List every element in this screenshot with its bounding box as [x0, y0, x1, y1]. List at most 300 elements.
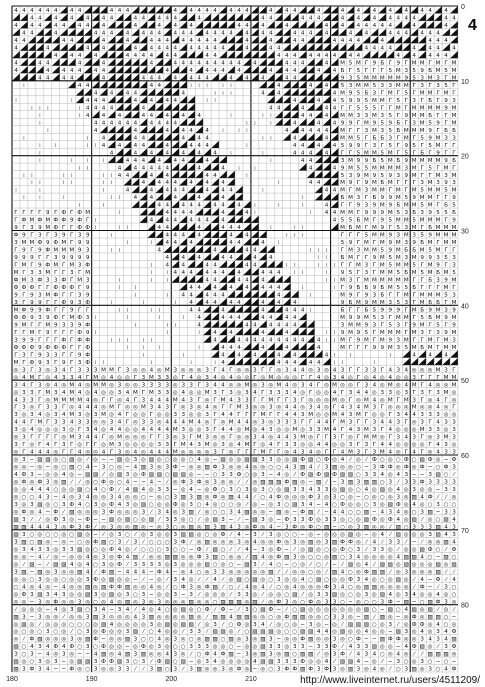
stitch-symbol: M	[356, 262, 361, 269]
stitch-symbol: 3	[205, 367, 209, 374]
stitch-symbol: Г	[420, 142, 424, 149]
stitch-symbol-dark	[251, 298, 259, 305]
stitch-symbol: ◎	[284, 636, 290, 643]
stitch-symbol: ◎	[427, 487, 433, 494]
stitch-symbol: ◎	[45, 599, 51, 606]
stitch-symbol: ◎	[395, 382, 401, 389]
stitch-symbol: Ф	[85, 299, 91, 306]
stitch-symbol: 3	[452, 531, 456, 538]
stitch-symbol: 4	[308, 449, 313, 456]
stitch-symbol: 9	[340, 75, 345, 82]
stitch-symbol: 4	[380, 38, 385, 45]
stitch-symbol: 4	[109, 374, 114, 381]
stitch-symbol-dark	[243, 216, 251, 223]
stitch-symbol: ○	[348, 509, 353, 516]
stitch-symbol-dark	[171, 201, 179, 208]
stitch-symbol: 4	[213, 277, 217, 284]
stitch-symbol: 4	[284, 464, 289, 471]
stitch-symbol: 5	[364, 165, 369, 172]
stitch-symbol: 3	[61, 419, 66, 426]
stitch-symbol: ◎	[13, 636, 19, 643]
stitch-symbol: 9	[372, 255, 377, 262]
stitch-symbol: ▨	[339, 659, 346, 666]
stitch-symbol: ◎	[252, 644, 258, 651]
stitch-symbol: Ф	[53, 292, 59, 299]
stitch-symbol: 4	[189, 38, 193, 45]
stitch-symbol: M	[340, 292, 345, 299]
stitch-symbol: Ф	[427, 546, 433, 553]
stitch-symbol: 4	[404, 15, 409, 22]
stitch-symbol: 4	[133, 464, 138, 471]
stitch-symbol: 4	[85, 464, 90, 471]
stitch-symbol: 4	[308, 30, 313, 37]
stitch-symbol: ▨	[252, 599, 258, 606]
stitch-symbol: 3	[261, 516, 265, 523]
stitch-symbol: 3	[404, 389, 409, 396]
stitch-symbol-dark	[155, 238, 163, 245]
stitch-symbol: ▨	[379, 636, 385, 643]
stitch-symbol: Ф	[101, 569, 107, 576]
stitch-symbol: 4	[316, 337, 321, 344]
stitch-symbol: ⁞	[86, 135, 89, 142]
stitch-symbol: ⁄	[413, 651, 415, 658]
stitch-symbol: 4	[308, 112, 313, 119]
stitch-symbol: M	[443, 232, 449, 239]
stitch-symbol: ◎	[29, 629, 35, 636]
stitch-symbol: 4	[284, 53, 289, 60]
stitch-symbol: ▨	[268, 629, 274, 636]
stitch-symbol: 3	[436, 180, 440, 187]
stitch-symbol: 5	[356, 165, 361, 172]
stitch-symbol-dark	[331, 193, 339, 200]
stitch-symbol: 4	[292, 68, 297, 75]
stitch-symbol: ⁞	[70, 97, 73, 104]
stitch-symbol-dark	[307, 118, 315, 125]
stitch-symbol: ◎	[435, 539, 441, 546]
stitch-symbol: Г	[356, 277, 361, 284]
stitch-symbol: M	[411, 157, 417, 164]
stitch-symbol: 3	[189, 502, 193, 509]
stitch-symbol: ◎	[109, 636, 114, 643]
stitch-symbol: 3	[396, 367, 401, 374]
stitch-symbol: M	[348, 165, 353, 172]
stitch-symbol: M	[403, 82, 409, 89]
stitch-symbol: M	[332, 397, 337, 404]
stitch-symbol: 3	[348, 404, 353, 411]
stitch-symbol: ⁞	[118, 195, 121, 202]
stitch-symbol: Г	[404, 419, 408, 426]
stitch-symbol: ⁞	[78, 202, 81, 209]
stitch-symbol: ◎	[13, 374, 19, 381]
stitch-symbol: 4	[125, 53, 130, 60]
stitch-symbol: M	[348, 157, 353, 164]
stitch-symbol: ○	[69, 621, 75, 628]
stitch-symbol: 3	[46, 404, 50, 411]
stitch-symbol: 4	[348, 38, 353, 45]
stitch-symbol: ◎	[340, 531, 345, 538]
stitch-symbol: 4	[85, 561, 90, 568]
stitch-symbol: ⁞	[293, 232, 296, 239]
stitch-symbol: 4	[109, 15, 114, 22]
stitch-symbol: ◎	[316, 584, 322, 591]
stitch-symbol: ○	[379, 457, 385, 464]
stitch-symbol: 5	[444, 82, 448, 89]
stitch-symbol: 3	[452, 180, 456, 187]
stitch-symbol: ◎	[260, 374, 266, 381]
stitch-symbol: M	[395, 277, 401, 284]
stitch-symbol: ○	[21, 494, 27, 501]
stitch-symbol: Г	[141, 389, 146, 396]
stitch-symbol-dark	[243, 58, 251, 65]
stitch-symbol: M	[451, 105, 457, 112]
stitch-symbol-dark	[108, 73, 116, 80]
stitch-symbol: ◎	[300, 494, 306, 501]
stitch-symbol: 4	[356, 8, 361, 15]
stitch-symbol: 3	[452, 479, 456, 486]
stitch-symbol-dark	[259, 350, 267, 357]
stitch-symbol-dark	[139, 201, 147, 208]
stitch-symbol: 3	[277, 659, 281, 666]
stitch-symbol: M	[101, 367, 107, 374]
stitch-symbol-dark	[211, 21, 219, 28]
stitch-symbol: 5	[396, 270, 401, 277]
stitch-symbol: ○	[188, 516, 194, 523]
stitch-symbol: 4	[332, 53, 337, 60]
stitch-symbol: ▨	[300, 464, 306, 471]
stitch-symbol: ◎	[21, 464, 27, 471]
stitch-symbol: ⁄	[71, 479, 73, 486]
stitch-symbol: 3	[364, 262, 369, 269]
stitch-symbol-dark	[171, 66, 179, 73]
stitch-symbol: Б	[452, 210, 456, 217]
stitch-symbol: ◎	[379, 412, 385, 419]
stitch-symbol: 4	[292, 38, 297, 45]
stitch-symbol: M	[29, 240, 35, 247]
stitch-symbol: 3	[22, 457, 26, 464]
stitch-symbol-dark	[275, 28, 283, 35]
stitch-symbol: Г	[133, 397, 138, 404]
stitch-symbol-dark	[275, 305, 283, 312]
stitch-symbol: 9	[380, 195, 385, 202]
stitch-symbol: ⁄	[182, 666, 184, 673]
stitch-symbol: ⁞	[333, 359, 336, 366]
stitch-symbol: 4	[14, 45, 18, 52]
stitch-symbol: ◎	[45, 516, 51, 523]
stitch-symbol: M	[387, 180, 393, 187]
stitch-symbol-dark	[227, 350, 235, 357]
stitch-symbol: ◎	[21, 487, 27, 494]
stitch-symbol: 3	[30, 389, 34, 396]
stitch-symbol-dark	[187, 13, 195, 20]
stitch-symbol: 9	[412, 322, 416, 329]
stitch-symbol: ◎	[371, 412, 377, 419]
stitch-symbol: ⁄	[95, 569, 97, 576]
stitch-symbol: ◎	[387, 651, 393, 658]
stitch-symbol: −	[61, 666, 67, 673]
stitch-symbol: Г	[117, 367, 122, 374]
stitch-symbol: ◎	[387, 404, 393, 411]
stitch-symbol: M	[13, 270, 19, 277]
stitch-symbol: ◎	[29, 404, 35, 411]
stitch-symbol-dark	[179, 96, 187, 103]
stitch-symbol: ○	[53, 629, 59, 636]
stitch-symbol-dark	[275, 96, 283, 103]
stitch-symbol: 4	[292, 135, 297, 142]
stitch-symbol: ○	[443, 472, 449, 479]
stitch-symbol: ◎	[13, 449, 19, 456]
stitch-symbol: ◎	[53, 614, 59, 621]
stitch-symbol: 4	[221, 292, 225, 299]
stitch-symbol: 3	[452, 524, 456, 531]
stitch-symbol: Г	[253, 374, 257, 381]
stitch-symbol: M	[371, 165, 377, 172]
stitch-symbol: ◎	[419, 666, 425, 673]
stitch-symbol: 3	[189, 404, 193, 411]
stitch-symbol: 4	[165, 187, 170, 194]
stitch-symbol: ◎	[403, 614, 409, 621]
stitch-symbol: ▨	[379, 561, 385, 568]
stitch-symbol: 4	[165, 427, 170, 434]
stitch-symbol: ◎	[61, 636, 67, 643]
stitch-symbol: −	[156, 479, 162, 486]
stitch-symbol: 3	[165, 382, 170, 389]
stitch-symbol-dark	[331, 171, 339, 178]
stitch-symbol: ◎	[204, 516, 210, 523]
stitch-symbol: 4	[300, 15, 305, 22]
stitch-symbol: Ф	[29, 666, 35, 673]
stitch-symbol-dark	[108, 21, 116, 28]
stitch-symbol-dark	[243, 358, 251, 365]
stitch-symbol: ⁞	[54, 142, 57, 149]
stitch-symbol: ◎	[212, 434, 218, 441]
stitch-symbol: ▨	[363, 479, 370, 486]
stitch-symbol: M	[451, 374, 457, 381]
stitch-symbol: 3	[292, 487, 297, 494]
stitch-symbol: ◎	[125, 382, 130, 389]
stitch-symbol: M	[348, 112, 353, 119]
stitch-symbol: M	[348, 135, 353, 142]
stitch-symbol: ◎	[316, 397, 322, 404]
stitch-symbol: 4	[173, 45, 178, 52]
stitch-symbol: ⁄	[198, 509, 200, 516]
stitch-symbol: ⁄	[413, 584, 415, 591]
stitch-symbol: 5	[348, 270, 353, 277]
stitch-symbol: 4	[237, 270, 241, 277]
stitch-symbol: M	[101, 382, 107, 389]
stitch-symbol: 3	[189, 494, 193, 501]
stitch-symbol: 4	[117, 112, 122, 119]
row-label: 10	[461, 78, 469, 86]
stitch-symbol: 4	[30, 23, 34, 30]
stitch-symbol: Г	[396, 150, 400, 157]
row-label: 20	[461, 153, 469, 161]
stitch-symbol-dark	[450, 6, 458, 13]
stitch-symbol: ⁄	[445, 494, 447, 501]
stitch-symbol: 4	[284, 382, 289, 389]
stitch-symbol: ⁄	[262, 591, 264, 598]
stitch-symbol: 3	[277, 644, 281, 651]
stitch-symbol: 3	[372, 472, 377, 479]
stitch-symbol-dark	[28, 43, 36, 50]
stitch-symbol: 4	[277, 105, 281, 112]
stitch-symbol: 3	[436, 329, 440, 336]
stitch-symbol: Ф	[236, 472, 242, 479]
stitch-symbol: 4	[213, 30, 217, 37]
stitch-symbol: ◎	[61, 606, 67, 613]
stitch-symbol: 9	[452, 307, 456, 314]
stitch-symbol: Ф	[172, 464, 178, 471]
stitch-symbol: 4	[165, 240, 170, 247]
stitch-symbol: ◎	[117, 644, 122, 651]
stitch-symbol-dark	[299, 320, 307, 327]
stitch-symbol: Г	[436, 202, 440, 209]
stitch-symbol: 4	[404, 644, 409, 651]
stitch-symbol: ▨	[37, 457, 43, 464]
stitch-symbol-dark	[28, 66, 36, 73]
stitch-symbol: M	[363, 150, 369, 157]
stitch-symbol: ○	[93, 561, 99, 568]
stitch-symbol: ○	[140, 636, 146, 643]
stitch-symbol: 3	[213, 524, 217, 531]
stitch-symbol-dark	[259, 320, 267, 327]
stitch-symbol: ⁄	[198, 621, 200, 628]
stitch-symbol: M	[411, 105, 417, 112]
stitch-symbol: 4	[173, 217, 178, 224]
stitch-symbol: ◎	[188, 576, 194, 583]
stitch-symbol: ◎	[276, 367, 282, 374]
stitch-symbol: ⁄	[389, 569, 391, 576]
stitch-symbol: 4	[340, 374, 345, 381]
stitch-symbol: Г	[348, 337, 353, 344]
stitch-symbol: 3	[157, 599, 162, 606]
stitch-symbol-dark	[370, 36, 378, 43]
stitch-symbol: 4	[412, 15, 416, 22]
stitch-symbol: ○	[180, 546, 186, 553]
stitch-symbol: 5	[396, 97, 401, 104]
stitch-symbol: 5	[444, 68, 448, 75]
stitch-symbol: 3	[436, 277, 440, 284]
stitch-symbol-dark	[139, 208, 147, 215]
stitch-symbol: 4	[412, 45, 416, 52]
stitch-symbol: 4	[197, 285, 201, 292]
stitch-symbol: 3	[380, 314, 385, 321]
stitch-symbol: Ф	[21, 344, 27, 351]
stitch-symbol: 4	[85, 45, 90, 52]
stitch-symbol: Ф	[300, 457, 306, 464]
stitch-symbol: 4	[149, 82, 154, 89]
stitch-symbol: ○	[236, 487, 242, 494]
stitch-symbol-dark	[52, 66, 60, 73]
stitch-symbol: 4	[221, 367, 225, 374]
stitch-symbol-dark	[434, 358, 442, 365]
stitch-symbol: 3	[165, 464, 170, 471]
stitch-symbol: ◎	[356, 516, 361, 523]
stitch-symbol: ◎	[13, 599, 19, 606]
stitch-symbol: M	[180, 442, 186, 449]
stitch-symbol: ◎	[180, 404, 186, 411]
stitch-symbol: ◎	[77, 554, 83, 561]
stitch-symbol-dark	[195, 186, 203, 193]
stitch-symbol: 4	[277, 270, 281, 277]
stitch-symbol: ⁞	[206, 82, 209, 89]
stitch-symbol: −	[268, 472, 274, 479]
stitch-symbol: M	[419, 90, 425, 97]
stitch-symbol: 4	[229, 187, 233, 194]
stitch-symbol: ◎	[244, 599, 250, 606]
stitch-symbol: ◎	[244, 374, 250, 381]
stitch-symbol: Б	[428, 97, 433, 104]
stitch-symbol: 4	[340, 38, 345, 45]
stitch-symbol: 3	[14, 651, 18, 658]
stitch-symbol: ▨	[427, 651, 433, 658]
stitch-symbol: ◎	[356, 397, 361, 404]
stitch-symbol: M	[379, 270, 385, 277]
stitch-symbol-dark	[108, 51, 116, 58]
stitch-symbol: 3	[181, 412, 186, 419]
stitch-symbol-dark	[108, 58, 116, 65]
stitch-symbol: 3	[436, 479, 440, 486]
stitch-symbol: ◎	[117, 509, 122, 516]
stitch-symbol-dark	[299, 51, 307, 58]
stitch-symbol: M	[220, 397, 226, 404]
stitch-symbol: Г	[62, 225, 66, 232]
stitch-symbol: 3	[77, 419, 82, 426]
stitch-symbol: Г	[364, 195, 369, 202]
stitch-symbol: M	[69, 389, 75, 396]
stitch-symbol: 5	[340, 240, 345, 247]
stitch-symbol-dark	[243, 305, 251, 312]
stitch-symbol: 4	[157, 449, 162, 456]
stitch-symbol: 3	[372, 90, 377, 97]
stitch-symbol: M	[61, 247, 67, 254]
stitch-symbol: 3	[125, 367, 130, 374]
stitch-symbol: ◎	[244, 644, 250, 651]
stitch-symbol: 9	[69, 255, 74, 262]
stitch-symbol: 4	[213, 285, 217, 292]
stitch-symbol: 3	[380, 82, 385, 89]
stitch-symbol: ▨	[411, 494, 417, 501]
stitch-symbol: ○	[427, 554, 433, 561]
stitch-symbol: 4	[117, 120, 122, 127]
stitch-symbol: ▨	[124, 636, 131, 643]
stitch-symbol: ◎	[419, 614, 425, 621]
stitch-symbol: 4	[436, 38, 440, 45]
stitch-symbol: 3	[284, 419, 289, 426]
stitch-symbol: 3	[101, 464, 106, 471]
stitch-symbol: 3	[412, 524, 416, 531]
stitch-symbol: ◎	[140, 531, 146, 538]
stitch-symbol: −	[308, 479, 314, 486]
stitch-symbol-dark	[283, 283, 291, 290]
stitch-symbol: 4	[109, 90, 114, 97]
stitch-symbol: M	[109, 442, 114, 449]
stitch-symbol: 3	[14, 427, 18, 434]
stitch-symbol: ⁄	[254, 494, 256, 501]
stitch-symbol: M	[435, 232, 441, 239]
stitch-symbol: ◎	[196, 539, 202, 546]
stitch-symbol: 5	[404, 285, 409, 292]
stitch-symbol: 4	[253, 659, 257, 666]
stitch-symbol: 3	[173, 516, 178, 523]
stitch-symbol: −	[37, 561, 43, 568]
stitch-symbol: 5	[380, 120, 385, 127]
stitch-symbol-dark	[219, 238, 227, 245]
stitch-symbol: ◎	[292, 599, 298, 606]
stitch-symbol-dark	[275, 118, 283, 125]
stitch-symbol: Ф	[37, 479, 43, 486]
stitch-symbol-dark	[44, 21, 52, 28]
stitch-symbol: 3	[300, 412, 305, 419]
